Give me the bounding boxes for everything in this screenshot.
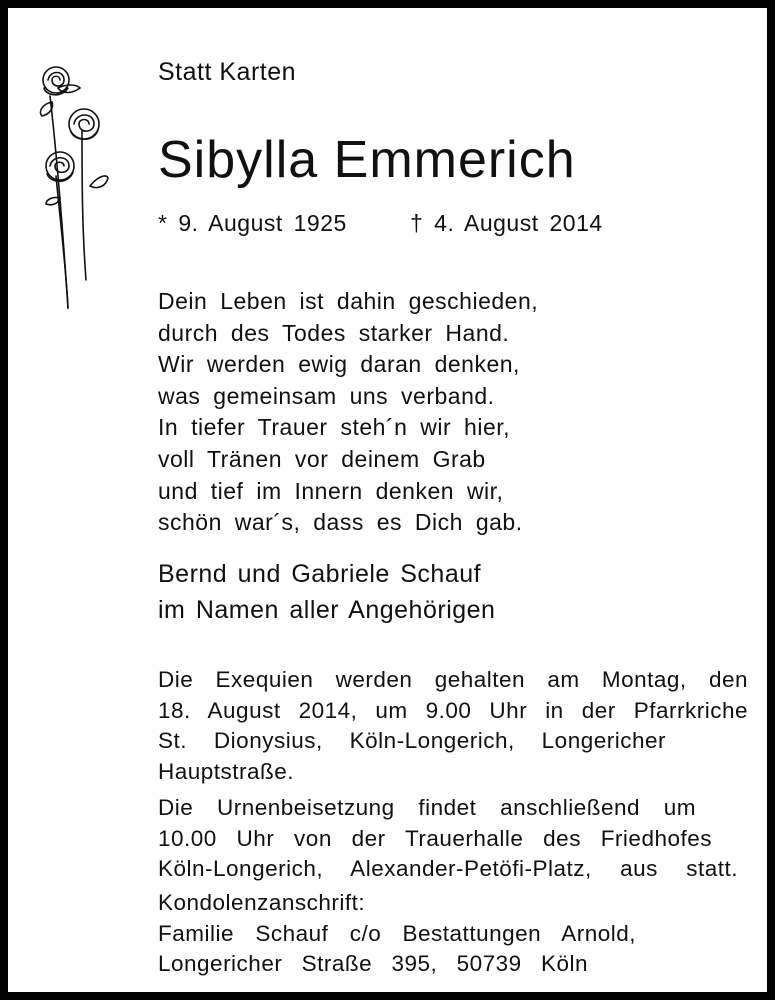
family-line: im Namen aller Angehörigen: [158, 596, 496, 624]
poem-line: In tiefer Trauer steh´n wir hier,: [158, 414, 511, 441]
poem-line: und tief im Innern denken wir,: [158, 477, 504, 504]
poem-line: schön war´s, dass es Dich gab.: [158, 509, 523, 536]
service-line: St. Dionysius, Köln-Longerich, Longericher: [158, 728, 666, 753]
poem-line: was gemeinsam uns verband.: [158, 382, 495, 409]
condolence-line: Longericher Straße 395, 50739 Köln: [158, 951, 588, 976]
birth-date: * 9. August 1925: [158, 210, 347, 236]
deceased-name: Sibylla Emmerich: [158, 131, 576, 189]
funeral-service-info: [158, 665, 748, 787]
urn-line: 10.00 Uhr von der Trauerhalle des Friedhofes: [158, 825, 712, 851]
poem-line: durch des Todes starker Hand.: [158, 319, 510, 346]
condolence-address: [158, 888, 636, 980]
poem-line: Wir werden ewig daran denken,: [158, 351, 520, 378]
service-line: Die Exequien werden gehalten am Montag, den: [158, 667, 748, 692]
urn-line: Die Urnenbeisetzung findet anschließend um: [158, 795, 696, 820]
condolence-line: Kondolenzanschrift:: [158, 890, 366, 915]
service-line: Hauptstraße.: [158, 758, 295, 784]
family-signature: [158, 556, 495, 628]
poem: [158, 286, 538, 539]
statt-karten-heading: Statt Karten: [158, 58, 297, 86]
roses-icon: [36, 58, 116, 318]
condolence-line: Familie Schauf c/o Bestattungen Arnold,: [158, 920, 636, 946]
urn-burial-info: [158, 793, 738, 885]
poem-line: voll Tränen vor deinem Grab: [158, 445, 486, 472]
family-line: Bernd und Gabriele Schauf: [158, 560, 482, 588]
service-line: 18. August 2014, um 9.00 Uhr in der Pfarrkriche: [158, 697, 748, 723]
urn-line: Köln-Longerich, Alexander-Petöfi-Platz, aus statt.: [158, 856, 738, 881]
life-dates: [158, 210, 658, 237]
death-date: † 4. August 2014: [410, 210, 603, 236]
poem-line: Dein Leben ist dahin geschieden,: [158, 288, 539, 314]
